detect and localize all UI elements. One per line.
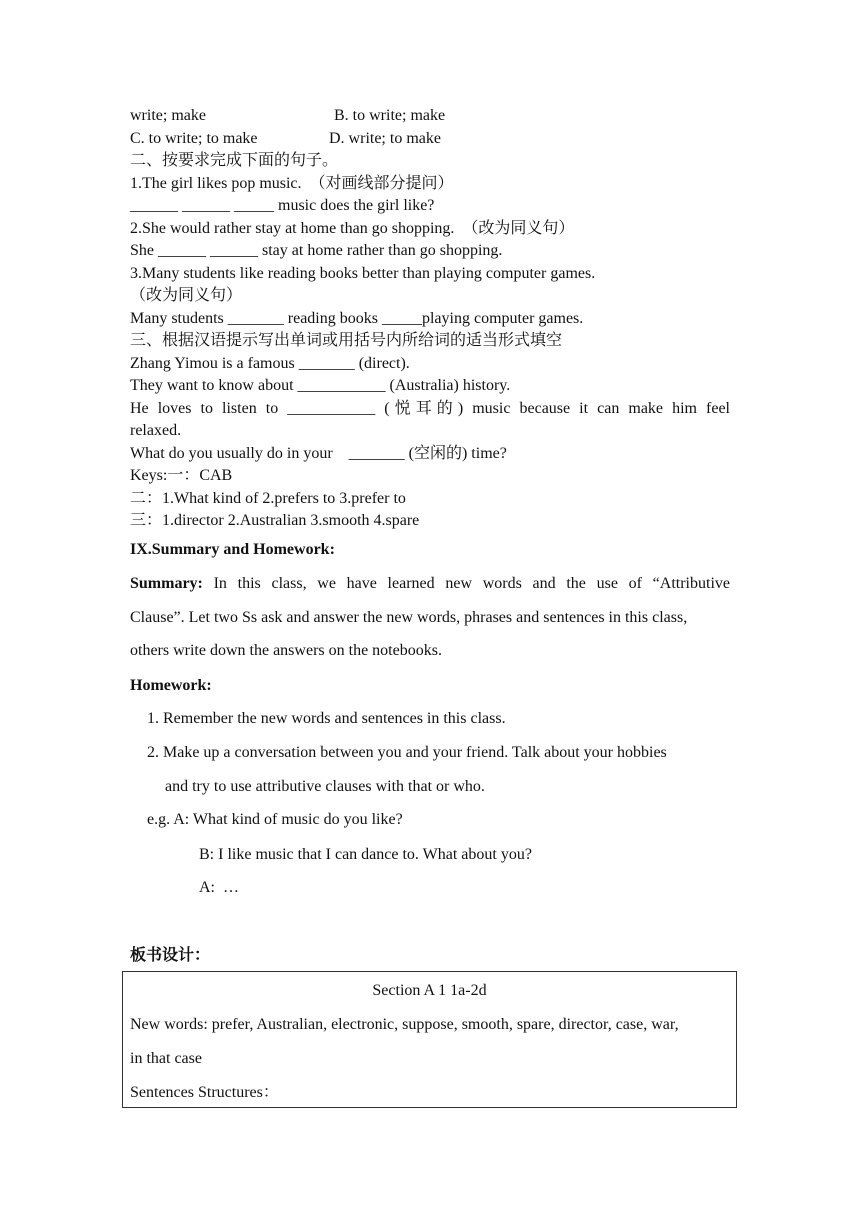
- example-line-a: e.g. A: What kind of music do you like?: [147, 811, 403, 828]
- summary-label: Summary:: [130, 575, 203, 592]
- fill-blank-3-cont: relaxed.: [130, 422, 182, 439]
- board-new-words-cont: in that case: [130, 1050, 202, 1067]
- keys-1: Keys:一：CAB: [130, 467, 233, 484]
- option-b: B. to write; make: [334, 107, 446, 124]
- example-line-b: B: I like music that I can dance to. What about you?: [199, 846, 532, 863]
- fill-blank-2: They want to know about ___________ (Australia) history.: [130, 377, 511, 394]
- fill-blank-3: He loves to listen to ___________ (悦耳的) music because it can make him feel: [130, 400, 730, 417]
- board-heading: 板书设计：: [130, 947, 211, 964]
- question-1-answer: ______ ______ _____ music does the girl like?: [130, 197, 435, 214]
- question-3: 3.Many students like reading books better than playing computer games.: [130, 265, 596, 282]
- keys-2: 二：1.What kind of 2.prefers to 3.prefer to: [130, 490, 406, 507]
- question-1: 1.The girl likes pop music. （对画线部分提问）: [130, 175, 454, 192]
- summary-heading: IX.Summary and Homework:: [130, 541, 335, 558]
- section3-heading: 三、根据汉语提示写出单词或用括号内所给词的适当形式填空: [130, 332, 563, 349]
- homework-item-2-cont: and try to use attributive clauses with that or who.: [165, 778, 485, 795]
- section2-heading: 二、按要求完成下面的句子。: [130, 152, 339, 169]
- board-title: Section A 1 1a-2d: [372, 982, 487, 999]
- summary-line-3: others write down the answers on the notebooks.: [130, 642, 442, 659]
- keys-3: 三：1.director 2.Australian 3.smooth 4.spare: [130, 512, 420, 529]
- board-structures: Sentences Structures：: [130, 1084, 279, 1101]
- example-line-a2: A: …: [199, 879, 239, 896]
- homework-heading: Homework:: [130, 677, 212, 694]
- homework-item-1: 1. Remember the new words and sentences in this class.: [147, 710, 506, 727]
- board-new-words: New words: prefer, Australian, electronic, suppose, smooth, spare, director, case, war,: [130, 1016, 679, 1033]
- summary-text: In this class, we have learned new words and the use of “Attributive: [202, 575, 730, 592]
- option-a: write; make: [130, 107, 206, 124]
- homework-item-2: 2. Make up a conversation between you and your friend. Talk about your hobbies: [147, 744, 667, 761]
- summary-line-2: Clause”. Let two Ss ask and answer the new words, phrases and sentences in this class,: [130, 609, 688, 626]
- question-2: 2.She would rather stay at home than go shopping. （改为同义句）: [130, 220, 575, 237]
- question-2-answer: She ______ ______ stay at home rather than go shopping.: [130, 242, 503, 259]
- summary-line-1: [130, 574, 730, 594]
- question-3-note: （改为同义句）: [130, 287, 243, 304]
- option-d: D. write; to make: [329, 130, 441, 147]
- fill-blank-1: Zhang Yimou is a famous _______ (direct).: [130, 355, 410, 372]
- fill-blank-4: What do you usually do in your _______ (空闲的) time?: [130, 445, 507, 462]
- question-3-answer: Many students _______ reading books _____playing computer games.: [130, 310, 584, 327]
- board-design-box: [122, 971, 737, 1108]
- option-c: C. to write; to make: [130, 130, 258, 147]
